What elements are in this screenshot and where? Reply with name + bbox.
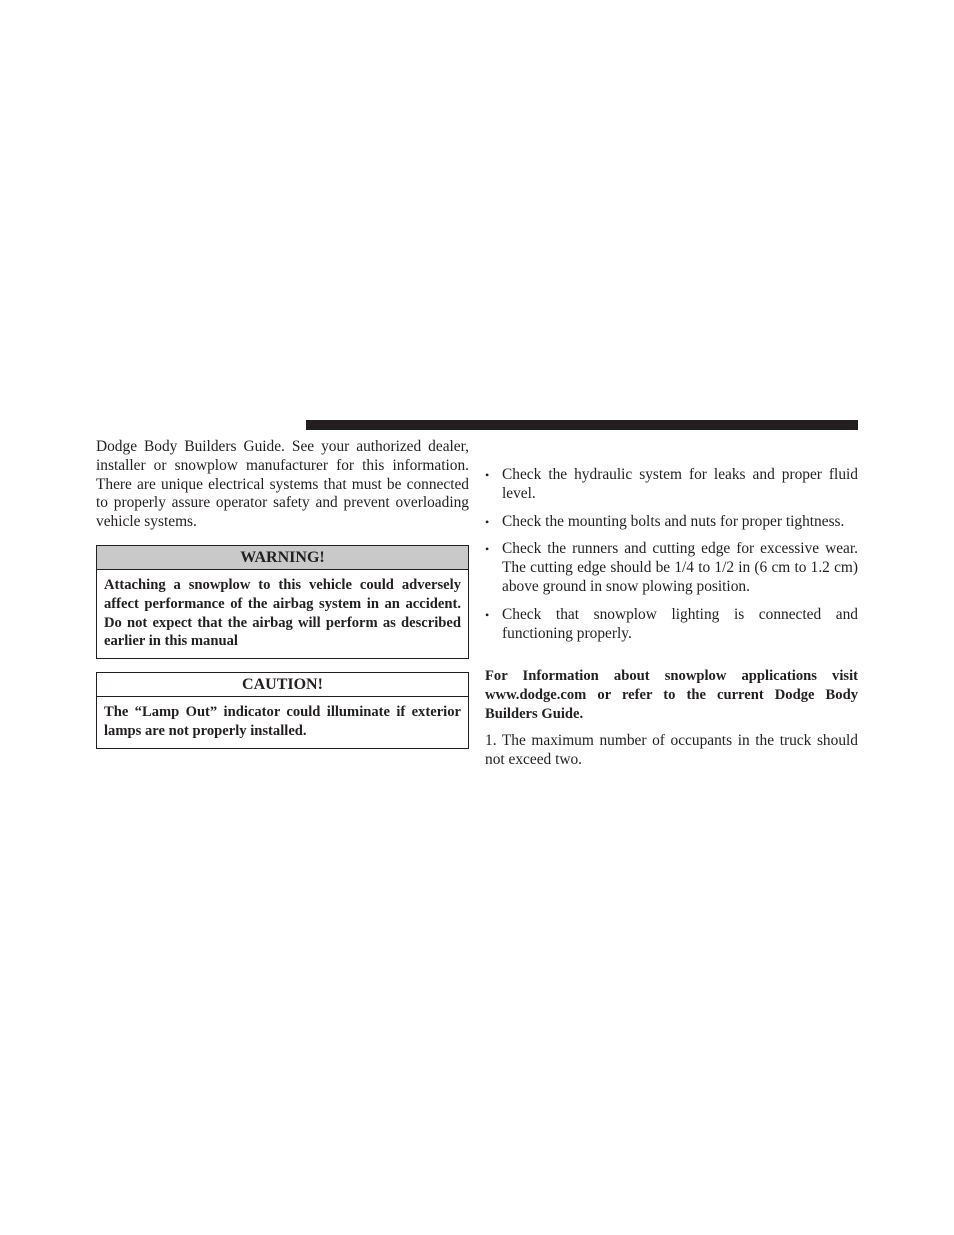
checklist-item: [485, 540, 858, 596]
checklist-item: [485, 606, 858, 644]
bullet-icon: •: [485, 514, 490, 529]
bullet-icon: •: [485, 607, 490, 622]
checklist-item: [485, 513, 858, 532]
bullet-icon: •: [485, 542, 490, 557]
checklist-item-text: Check the mounting bolts and nuts for proper tightness.: [502, 512, 845, 530]
snowplow-checklist: [485, 466, 858, 643]
bullet-icon: •: [485, 468, 490, 482]
checklist-item-text: Check that snowplow lighting is connected and functioning properly.: [502, 605, 858, 642]
caution-title: CAUTION!: [97, 673, 468, 697]
warning-box: [96, 545, 469, 659]
checklist-item: [485, 466, 858, 504]
occupants-footnote: 1. The maximum number of occupants in the truck should not exceed two.: [485, 731, 858, 768]
header-rule-bar: [306, 420, 858, 430]
warning-text: Attaching a snowplow to this vehicle could adversely affect performance of the airbag system in an accident. Do not expect that the airbag will perform as described earlier in this manual: [104, 576, 461, 650]
caution-box: [96, 672, 469, 749]
left-column: [96, 438, 469, 749]
snowplow-info-note: For Information about snowplow applications visit www.dodge.com or refer to the current Dodge Body Builders Guide.: [485, 668, 858, 722]
checklist-item-text: Check the runners and cutting edge for excessive wear. The cutting edge should be 1/4 to 1/2 in (6 cm to 1.2 cm) above ground in snow plowing position.: [502, 540, 858, 595]
right-column: [485, 466, 858, 769]
intro-paragraph: Dodge Body Builders Guide. See your authorized dealer, installer or snowplow manufacturer for this information. There are unique electrical systems that must be connected to properly assure operator safety and prevent overloading vehicle systems.: [96, 438, 469, 531]
warning-title: WARNING!: [97, 546, 468, 570]
checklist-item-text: Check the hydraulic system for leaks and proper fluid level.: [502, 466, 858, 502]
caution-text: The “Lamp Out” indicator could illuminate if exterior lamps are not properly installed.: [104, 704, 461, 739]
